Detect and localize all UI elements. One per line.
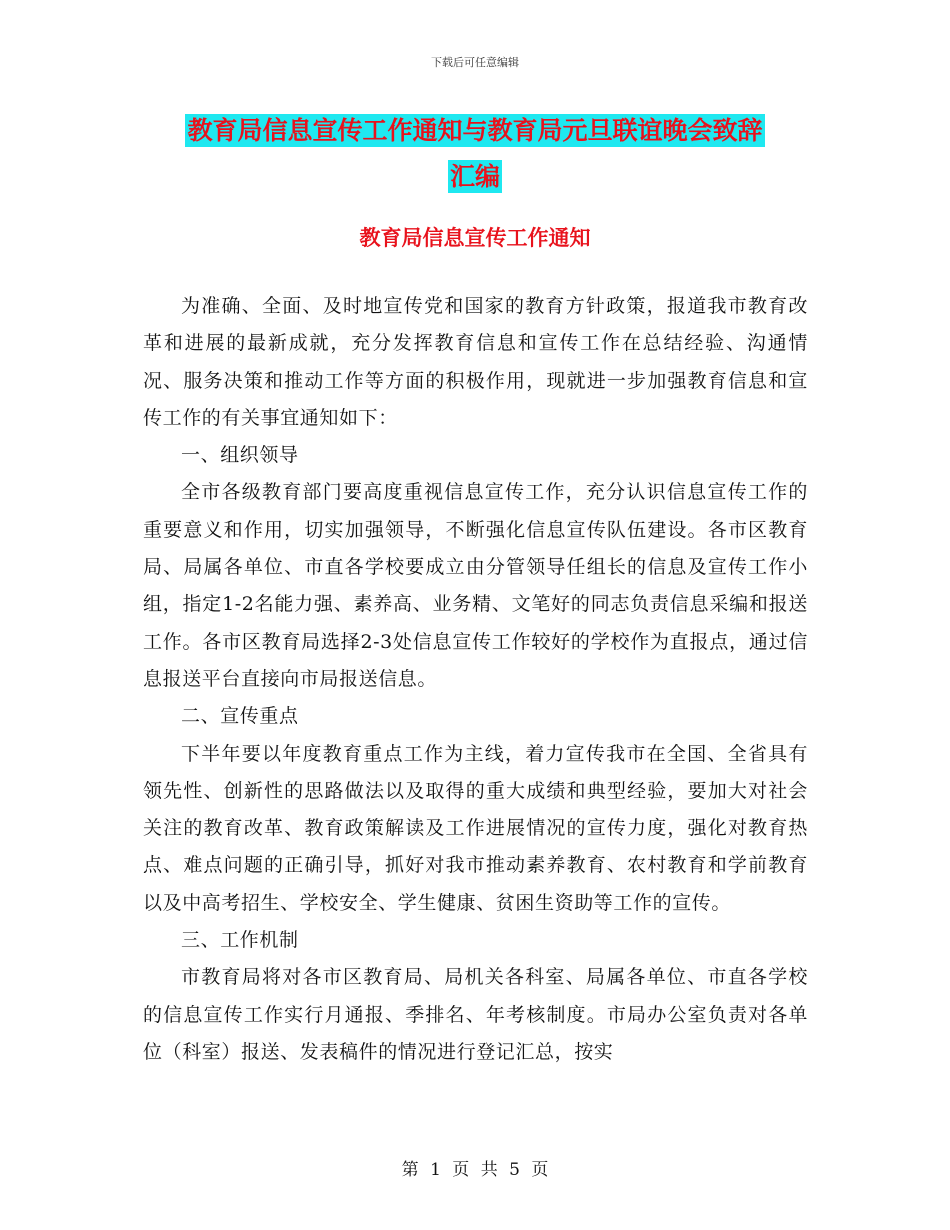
heading-publicity-focus: 二、宣传重点 — [181, 705, 299, 728]
page-footer: 第 1 页 共 5 页 — [401, 1160, 549, 1180]
document-title-line-1: 教育局信息宣传工作通知与教育局元旦联谊晚会致辞 — [187, 116, 763, 145]
paragraph-intro: 为准确、全面、及时地宣传党和国家的教育方针政策，报道我市教育改革和进展的最新成就，充分发挥教育信息和宣传工作在总结经验、沟通情况、服务决策和推动工作等方面的积极作用，现就进一步加强教育信息和宣传工作的有关事宜通知如下： — [143, 295, 808, 429]
section-title: 教育局信息宣传工作通知 — [359, 226, 591, 250]
header-note: 下载后可任意编辑 — [431, 56, 519, 69]
document-body — [143, 288, 808, 1071]
document-title-line-2: 汇编 — [449, 162, 500, 191]
heading-work-mechanism: 三、工作机制 — [181, 929, 299, 952]
paragraph-publicity-focus: 下半年要以年度教育重点工作为主线，着力宣传我市在全国、全省具有领先性、创新性的思路做法以及取得的重大成绩和典型经验，要加大对社会关注的教育改革、教育政策解读及工作进展情况的宣传力度，强化对教育热点、难点问题的正确引导，抓好对我市推动素养教育、农村教育和学前教育以及中高考招生、学校安全、学生健康、贫困生资助等工作的宣传。 — [143, 742, 808, 914]
heading-organization: 一、组织领导 — [181, 444, 299, 467]
paragraph-work-mechanism: 市教育局将对各市区教育局、局机关各科室、局属各单位、市直各学校的信息宣传工作实行月通报、季排名、年考核制度。市局办公室负责对各单位（科室）报送、发表稿件的情况进行登记汇总，按实 — [143, 966, 808, 1063]
document-title — [150, 108, 800, 200]
paragraph-organization: 全市各级教育部门要高度重视信息宣传工作，充分认识信息宣传工作的重要意义和作用，切实加强领导，不断强化信息宣传队伍建设。各市区教育局、局属各单位、市直各学校要成立由分管领导任组长的信息及宣传工作小组，指定1-2名能力强、素养高、业务精、文笔好的同志负责信息采编和报送工作。各市区教育局选择2-3处信息宣传工作较好的学校作为直报点，通过信息报送平台直接向市局报送信息。 — [143, 481, 808, 690]
